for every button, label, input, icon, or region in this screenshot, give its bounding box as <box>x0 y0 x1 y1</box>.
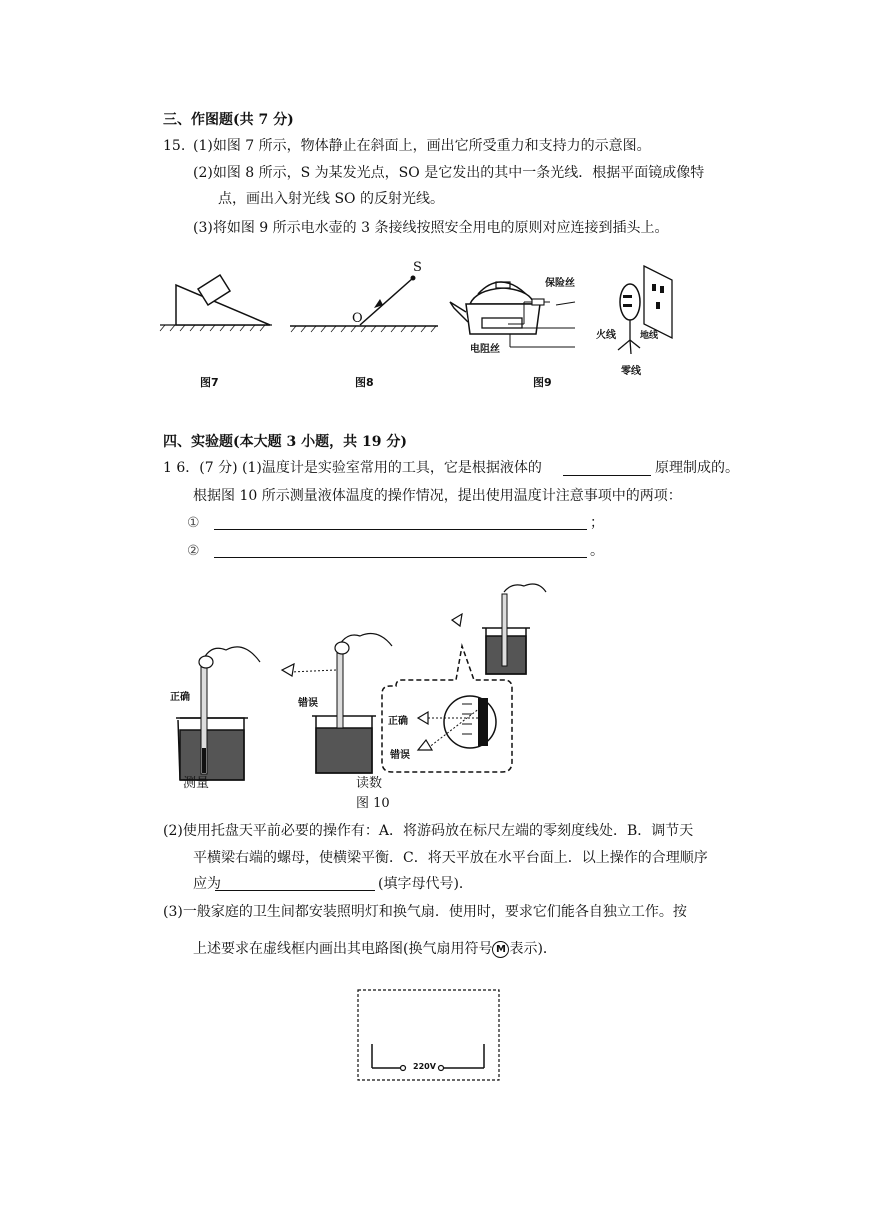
fig9-resistor-label: 电阻丝 <box>470 344 500 355</box>
q3-line2-suffix: 表示)． <box>509 941 557 957</box>
q2-line2: 平横梁右端的螺母，使横梁平衡．C．将天平放在水平台面上．以上操作的合理顺序 <box>193 850 708 866</box>
item2-answer-blank[interactable] <box>214 557 587 558</box>
figure-9-plug-socket <box>600 262 675 377</box>
circuit-voltage-label: 220V <box>413 1062 436 1071</box>
q16-line1-prefix: 1 6．(7 分) (1)温度计是实验室常用的工具，它是根据液体的 <box>163 460 542 476</box>
fig9-earth-wire-label: 地线 <box>640 331 659 341</box>
q3-line1: (3)一般家庭的卫生间都安装照明灯和换气扇．使用时，要求它们能各自独立工作。按 <box>163 904 687 920</box>
q3-line2 <box>193 939 557 959</box>
fig10-measure-label: 测量 <box>183 776 210 791</box>
q15-number: 15. <box>163 138 186 154</box>
fig9-fuse-label: 保险丝 <box>545 278 575 289</box>
section4-heading: 四、实验题(本大题 3 小题，共 19 分) <box>163 434 407 450</box>
q16-blank-principle[interactable] <box>563 475 651 476</box>
q15-part1: (1)如图 7 所示，物体静止在斜面上，画出它所受重力和支持力的示意图。 <box>193 138 651 154</box>
beaker-measure <box>176 647 260 780</box>
q2-order-blank[interactable] <box>215 890 375 891</box>
q15-part2-line2: 点，画出入射光线 SO 的反射光线。 <box>218 191 444 207</box>
item2-marker: ② <box>187 543 200 559</box>
section3-heading: 三、作图题(共 7 分) <box>163 112 294 128</box>
item1-marker: ① <box>187 515 200 531</box>
fig8-point-O: O <box>352 311 363 326</box>
fig10-wrong-label-2: 错误 <box>390 750 410 761</box>
fig10-caption: 图 10 <box>356 796 390 811</box>
fig10-correct-label-2: 正确 <box>388 716 408 727</box>
q2-line3-prefix: 应为 <box>193 876 221 892</box>
q15-part3: (3)将如图 9 所示电水壶的 3 条接线按照安全用电的原则对应连接到插头上。 <box>193 220 669 236</box>
q16-line2: 根据图 10 所示测量液体温度的操作情况，提出使用温度计注意事项中的两项： <box>193 488 682 504</box>
q2-line3-suffix: (填字母代号)． <box>378 876 473 892</box>
motor-symbol-icon: M <box>492 941 509 958</box>
fig8-caption: 图8 <box>355 376 374 389</box>
fig7-caption: 图7 <box>200 376 219 389</box>
fig10-read-label: 读数 <box>356 776 383 791</box>
item2-end: 。 <box>590 543 604 559</box>
fig9-neutral-wire-label: 零线 <box>621 366 641 377</box>
beaker-top <box>452 584 546 674</box>
fig9-caption: 图9 <box>533 376 552 389</box>
q16-line1-suffix: 原理制成的。 <box>655 460 739 476</box>
figure-10-thermometer <box>160 578 560 778</box>
fig10-wrong-label-1: 错误 <box>298 698 318 709</box>
fig10-correct-label-1: 正确 <box>170 692 190 703</box>
q3-line2-prefix: 上述要求在虚线框内画出其电路图(换气扇用符号 <box>193 941 493 957</box>
q2-line1: (2)使用托盘天平前必要的操作有：A．将游码放在标尺左端的零刻度线处．B．调节天 <box>163 823 694 839</box>
fig9-live-wire-label: 火线 <box>596 330 616 341</box>
fig8-point-S: S <box>413 260 422 275</box>
q15-part2-line1: (2)如图 8 所示，S 为某发光点，SO 是它发出的其中一条光线．根据平面镜成像特 <box>193 165 705 181</box>
item1-answer-blank[interactable] <box>214 529 587 530</box>
item1-end: ； <box>590 515 604 531</box>
figure-7-incline <box>160 265 275 335</box>
